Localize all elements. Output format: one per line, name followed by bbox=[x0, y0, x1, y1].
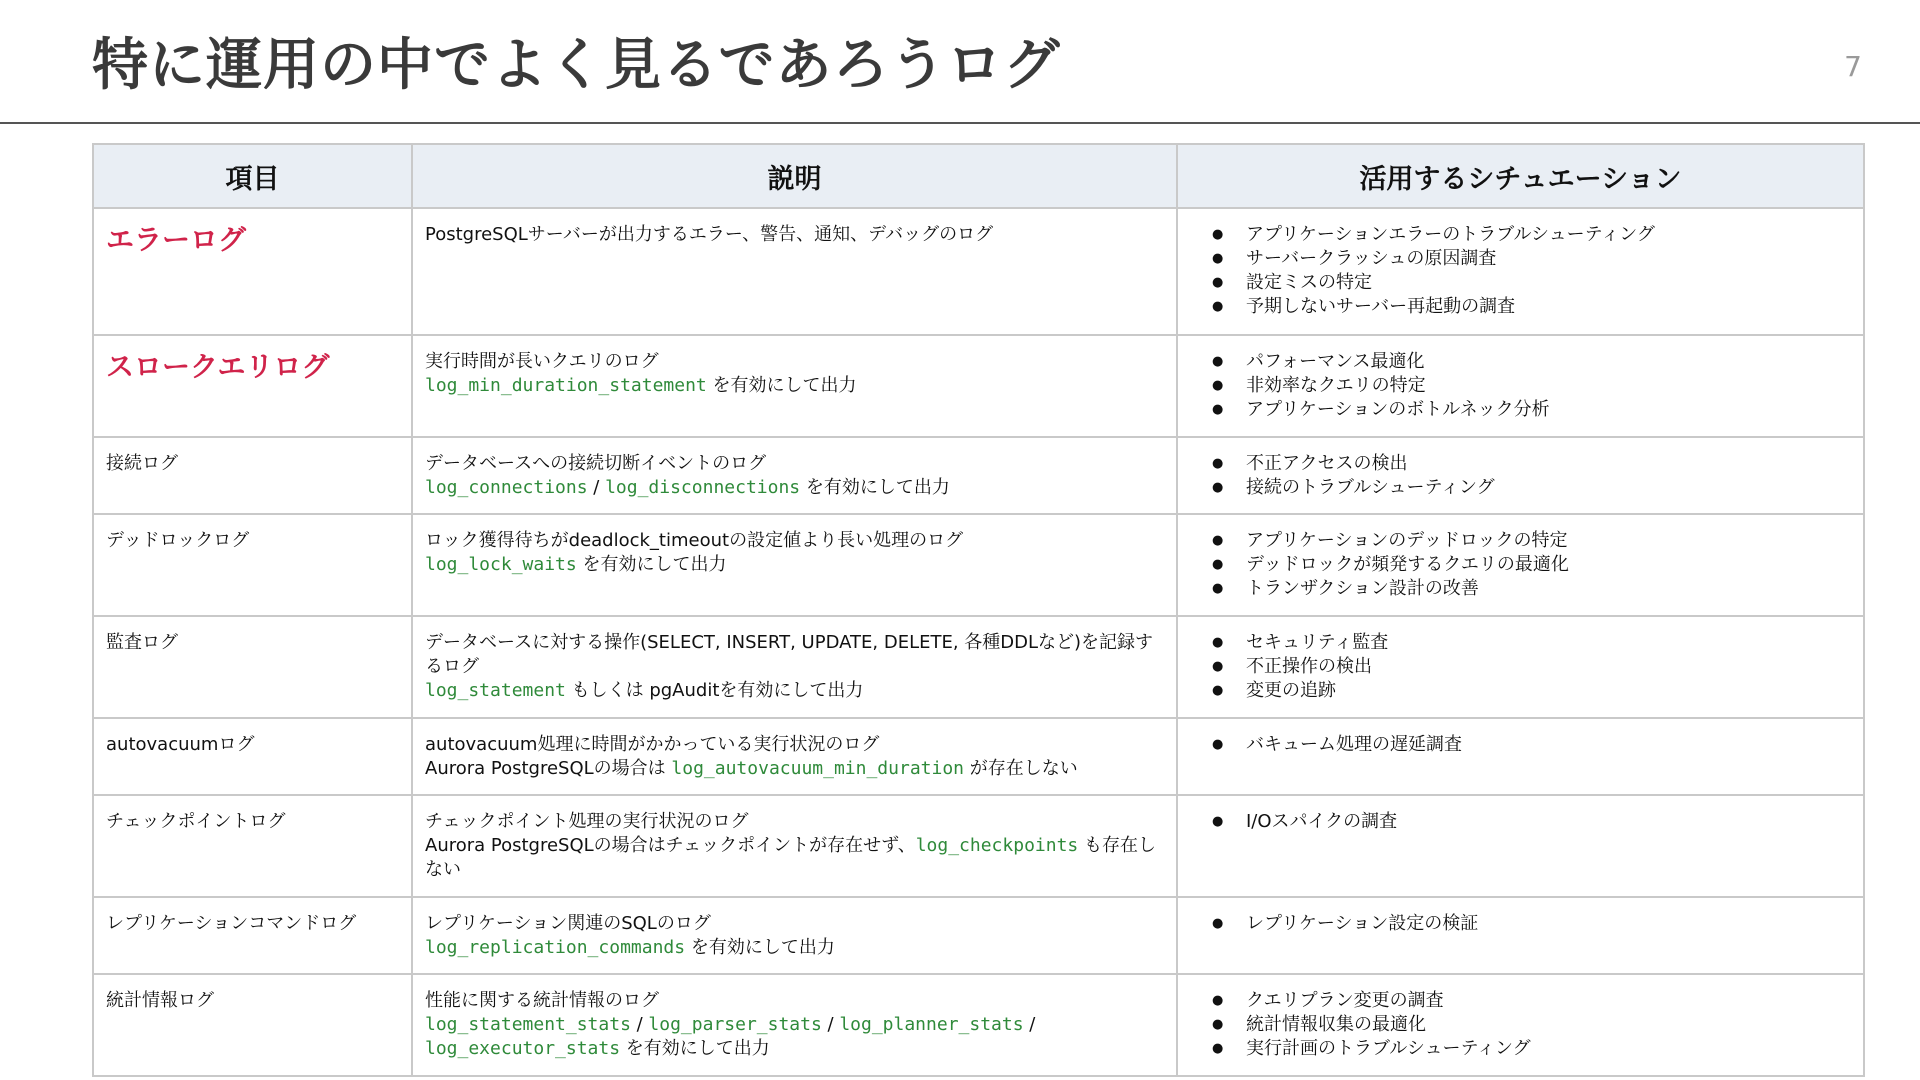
description-text: チェックポイント処理の実行状況のログ bbox=[425, 811, 749, 832]
table-row bbox=[93, 718, 1864, 795]
title-divider bbox=[0, 122, 1920, 124]
list-item: ● 統計情報収集の最適化 bbox=[1190, 1013, 1851, 1037]
list-item: ● クエリプラン変更の調査 bbox=[1190, 989, 1851, 1013]
config-parameter: log_lock_waits bbox=[425, 554, 577, 575]
description-text: / bbox=[587, 477, 606, 498]
cell-description bbox=[412, 718, 1177, 795]
cell-item bbox=[93, 208, 412, 335]
description-text: 性能に関する統計情報のログ bbox=[425, 990, 659, 1011]
cell-use-cases bbox=[1177, 897, 1864, 974]
list-item: ● I/Oスパイクの調査 bbox=[1190, 810, 1851, 834]
use-case-list bbox=[1190, 223, 1851, 319]
table-header bbox=[93, 144, 1864, 208]
cell-description bbox=[412, 616, 1177, 718]
config-parameter: log_disconnections bbox=[605, 477, 801, 498]
table-row bbox=[93, 437, 1864, 514]
log-type-name: 統計情報ログ bbox=[106, 990, 214, 1011]
use-case-list bbox=[1190, 912, 1851, 936]
config-parameter: log_statement bbox=[425, 680, 566, 701]
header-description: 説明 bbox=[412, 144, 1177, 208]
list-item: ● トランザクション設計の改善 bbox=[1190, 577, 1851, 601]
cell-description bbox=[412, 208, 1177, 335]
cell-item bbox=[93, 514, 412, 616]
list-item: ● アプリケーションのデッドロックの特定 bbox=[1190, 529, 1851, 553]
config-parameter: log_planner_stats bbox=[839, 1014, 1024, 1035]
use-case-list bbox=[1190, 350, 1851, 422]
table-row bbox=[93, 974, 1864, 1076]
list-item: ● 不正アクセスの検出 bbox=[1190, 452, 1851, 476]
use-case-list bbox=[1190, 452, 1851, 500]
cell-item bbox=[93, 616, 412, 718]
log-type-name: チェックポイントログ bbox=[106, 811, 286, 832]
cell-use-cases bbox=[1177, 437, 1864, 514]
description-line bbox=[425, 1013, 1164, 1061]
cell-use-cases bbox=[1177, 974, 1864, 1076]
description-line bbox=[425, 476, 1164, 500]
description-line bbox=[425, 810, 1164, 834]
description-line bbox=[425, 350, 1164, 374]
cell-item bbox=[93, 437, 412, 514]
log-types-table bbox=[92, 143, 1865, 1077]
description-line bbox=[425, 757, 1164, 781]
description-text: autovacuum処理に時間がかかっている実行状況のログ bbox=[425, 734, 880, 755]
cell-use-cases bbox=[1177, 335, 1864, 437]
cell-use-cases bbox=[1177, 514, 1864, 616]
page-number: 7 bbox=[1844, 50, 1862, 83]
description-line bbox=[425, 679, 1164, 703]
description-text: を有効にして出力 bbox=[706, 375, 857, 396]
table-row bbox=[93, 208, 1864, 335]
cell-description bbox=[412, 335, 1177, 437]
list-item: ● パフォーマンス最適化 bbox=[1190, 350, 1851, 374]
cell-description bbox=[412, 897, 1177, 974]
description-line bbox=[425, 631, 1164, 679]
cell-use-cases bbox=[1177, 616, 1864, 718]
description-text: を有効にして出力 bbox=[685, 937, 835, 958]
log-type-name: スロークエリログ bbox=[106, 350, 330, 383]
description-line bbox=[425, 223, 1164, 247]
cell-description bbox=[412, 514, 1177, 616]
list-item: ● 実行計画のトラブルシューティング bbox=[1190, 1037, 1851, 1061]
list-item: ● セキュリティ監査 bbox=[1190, 631, 1851, 655]
description-line bbox=[425, 374, 1164, 398]
use-case-list bbox=[1190, 631, 1851, 703]
description-line bbox=[425, 553, 1164, 577]
cell-description bbox=[412, 974, 1177, 1076]
cell-item bbox=[93, 718, 412, 795]
description-line bbox=[425, 529, 1164, 553]
list-item: ● 設定ミスの特定 bbox=[1190, 271, 1851, 295]
config-parameter: log_autovacuum_min_duration bbox=[671, 758, 965, 779]
cell-description bbox=[412, 795, 1177, 897]
cell-item bbox=[93, 897, 412, 974]
list-item: ● レプリケーション設定の検証 bbox=[1190, 912, 1851, 936]
table-body bbox=[93, 208, 1864, 1076]
description-text: を有効にして出力 bbox=[620, 1038, 770, 1059]
description-line bbox=[425, 452, 1164, 476]
description-text: も存在しない bbox=[425, 835, 1156, 880]
description-text: / bbox=[821, 1014, 840, 1035]
use-case-list bbox=[1190, 989, 1851, 1061]
header-use-cases: 活用するシチュエーション bbox=[1177, 144, 1864, 208]
log-type-name: 接続ログ bbox=[106, 453, 178, 474]
config-parameter: log_min_duration_statement bbox=[425, 375, 707, 396]
list-item: ● サーバークラッシュの原因調査 bbox=[1190, 247, 1851, 271]
cell-use-cases bbox=[1177, 718, 1864, 795]
description-text: データベースに対する操作(SELECT, INSERT, UPDATE, DELETE, 各種DDLなど)を記録するログ bbox=[425, 632, 1154, 677]
slide-title: 特に運用の中でよく見るであろうログ bbox=[92, 33, 1061, 98]
description-line bbox=[425, 936, 1164, 960]
table-row bbox=[93, 897, 1864, 974]
cell-use-cases bbox=[1177, 795, 1864, 897]
list-item: ● アプリケーションのボトルネック分析 bbox=[1190, 398, 1851, 422]
cell-use-cases bbox=[1177, 208, 1864, 335]
description-text: ロック獲得待ちがdeadlock_timeoutの設定値より長い処理のログ bbox=[425, 530, 964, 551]
use-case-list bbox=[1190, 810, 1851, 834]
log-type-name: 監査ログ bbox=[106, 632, 178, 653]
description-text: が存在しない bbox=[964, 758, 1078, 779]
description-text: Aurora PostgreSQLの場合は bbox=[425, 758, 672, 779]
description-line bbox=[425, 912, 1164, 936]
cell-item bbox=[93, 335, 412, 437]
config-parameter: log_statement_stats bbox=[425, 1014, 631, 1035]
description-text: Aurora PostgreSQLの場合はチェックポイントが存在せず、 bbox=[425, 835, 916, 856]
config-parameter: log_replication_commands bbox=[425, 937, 686, 958]
list-item: ● バキューム処理の遅延調査 bbox=[1190, 733, 1851, 757]
config-parameter: log_connections bbox=[425, 477, 588, 498]
table-row bbox=[93, 795, 1864, 897]
description-line bbox=[425, 834, 1164, 882]
description-text: を有効にして出力 bbox=[800, 477, 950, 498]
log-type-name: autovacuumログ bbox=[106, 734, 255, 755]
description-line bbox=[425, 989, 1164, 1013]
cell-item bbox=[93, 974, 412, 1076]
description-text: データベースへの接続切断イベントのログ bbox=[425, 453, 767, 474]
description-text: もしくは pgAuditを有効にして出力 bbox=[565, 680, 864, 701]
description-text: を有効にして出力 bbox=[576, 554, 727, 575]
description-line bbox=[425, 733, 1164, 757]
description-text: / bbox=[1023, 1014, 1036, 1035]
list-item: ● アプリケーションエラーのトラブルシューティング bbox=[1190, 223, 1851, 247]
list-item: ● 変更の追跡 bbox=[1190, 679, 1851, 703]
log-type-name: エラーログ bbox=[106, 223, 247, 256]
description-text: / bbox=[630, 1014, 649, 1035]
list-item: ● 予期しないサーバー再起動の調査 bbox=[1190, 295, 1851, 319]
config-parameter: log_checkpoints bbox=[915, 835, 1079, 856]
config-parameter: log_executor_stats bbox=[425, 1038, 621, 1059]
use-case-list bbox=[1190, 733, 1851, 757]
table-row bbox=[93, 335, 1864, 437]
list-item: ● 不正操作の検出 bbox=[1190, 655, 1851, 679]
table-header-row bbox=[93, 144, 1864, 208]
table-row bbox=[93, 514, 1864, 616]
list-item: ● デッドロックが頻発するクエリの最適化 bbox=[1190, 553, 1851, 577]
list-item: ● 接続のトラブルシューティング bbox=[1190, 476, 1851, 500]
list-item: ● 非効率なクエリの特定 bbox=[1190, 374, 1851, 398]
header-item: 項目 bbox=[93, 144, 412, 208]
description-text: 実行時間が長いクエリのログ bbox=[425, 351, 659, 372]
description-text: レプリケーション関連のSQLのログ bbox=[425, 913, 711, 934]
config-parameter: log_parser_stats bbox=[648, 1014, 822, 1035]
use-case-list bbox=[1190, 529, 1851, 601]
log-type-name: デッドロックログ bbox=[106, 530, 250, 551]
table-row bbox=[93, 616, 1864, 718]
log-type-name: レプリケーションコマンドログ bbox=[106, 913, 357, 934]
cell-description bbox=[412, 437, 1177, 514]
description-text: PostgreSQLサーバーが出力するエラー、警告、通知、デバッグのログ bbox=[425, 224, 994, 245]
cell-item bbox=[93, 795, 412, 897]
